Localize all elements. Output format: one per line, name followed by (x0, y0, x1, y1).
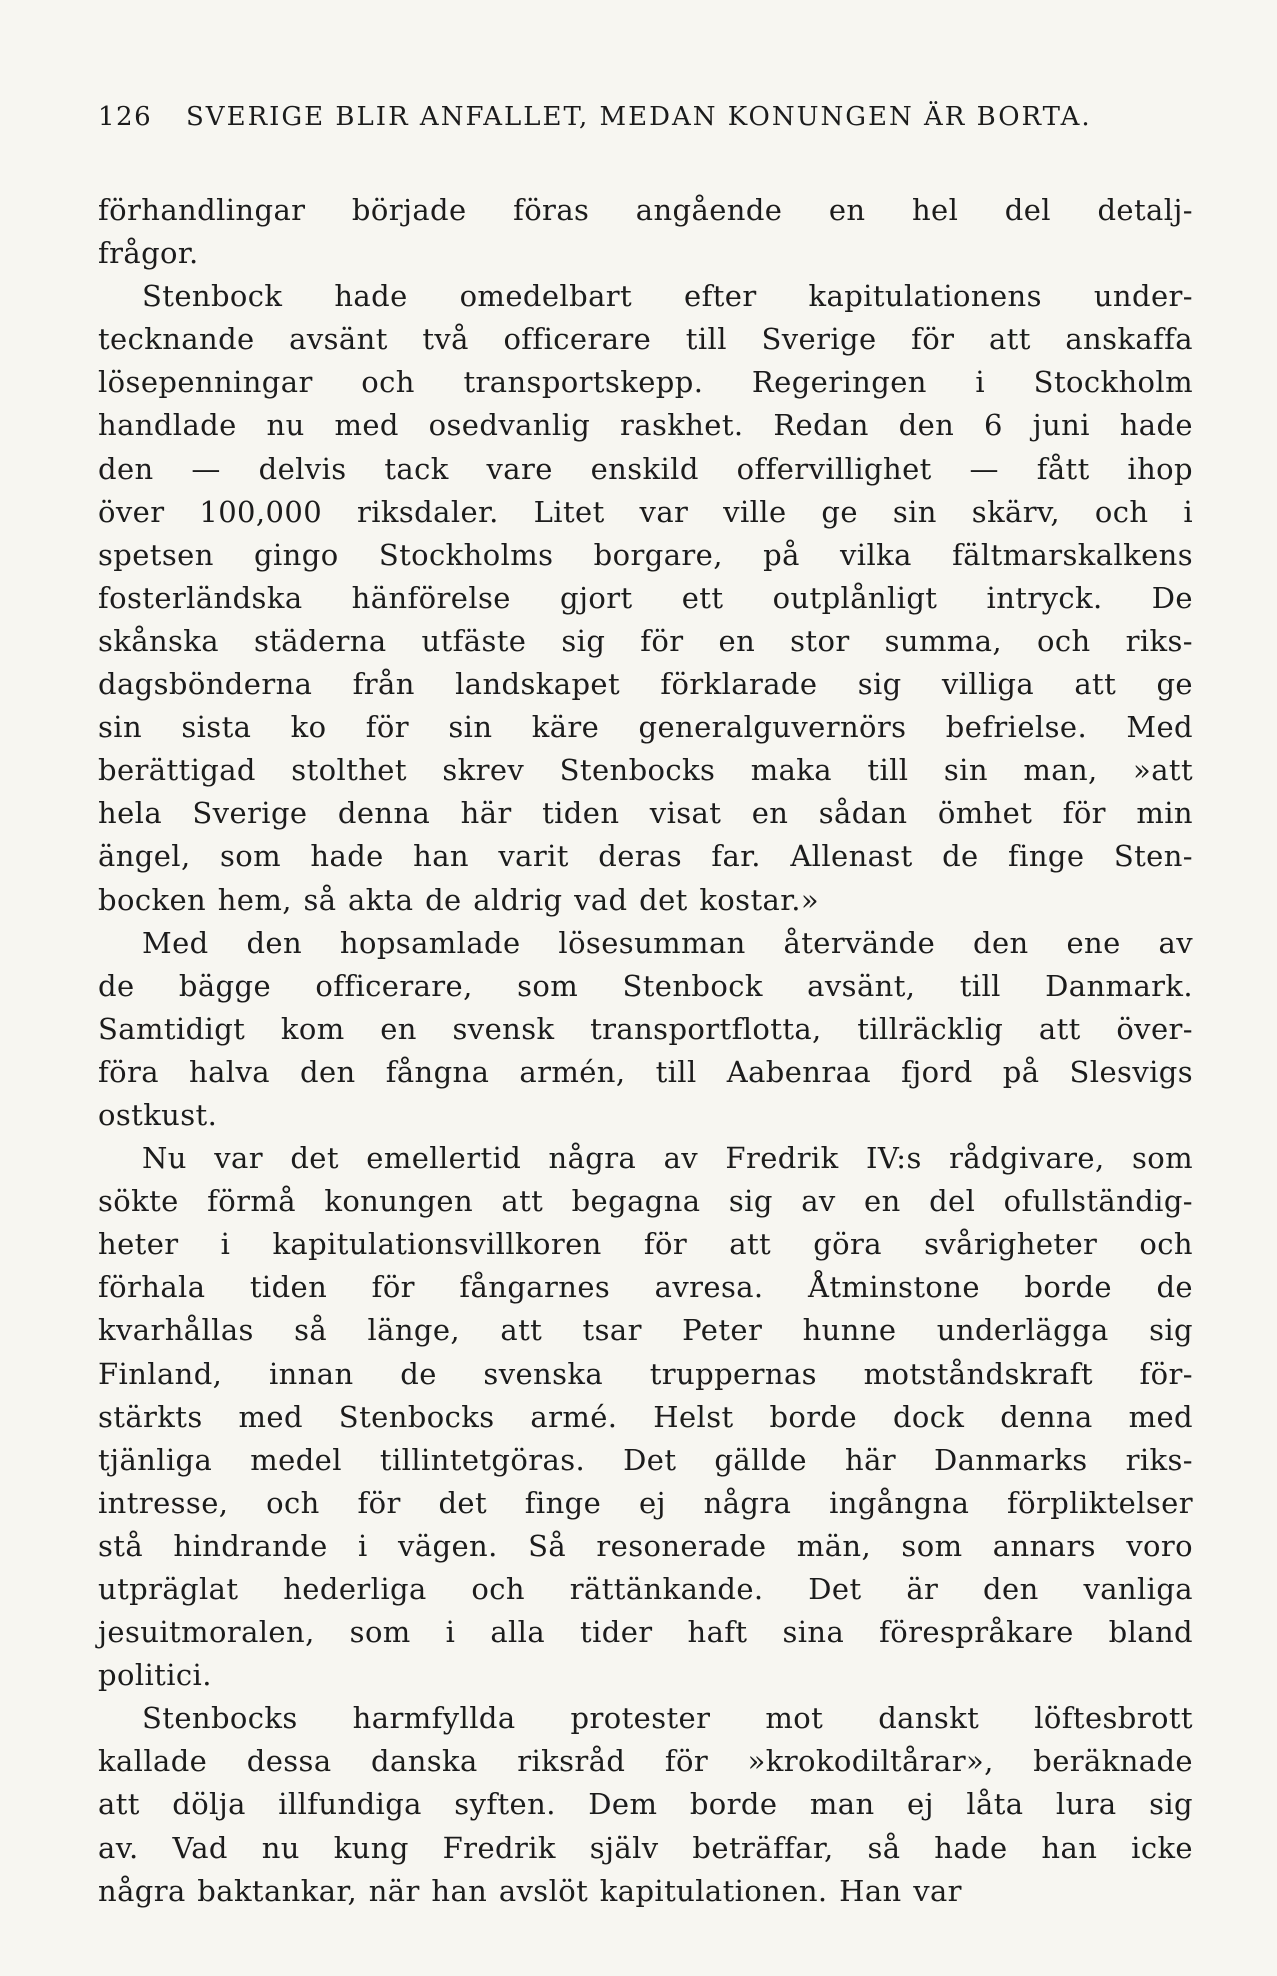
text-line: Med den hopsamlade lösesumman återvände den ene av (142, 925, 1193, 960)
paragraph (98, 1137, 1193, 1697)
page-number: 126 (98, 102, 153, 132)
text-line: Stenbocks harmfyllda protester mot danskt löftesbrott (142, 1701, 1193, 1736)
text-line: de bägge officerare, som Stenbock avsänt, till Danmark. (98, 968, 1193, 1003)
text-line: heter i kapitulationsvillkoren för att göra svårigheter och (98, 1227, 1193, 1262)
text-line: ängel, som hade han varit deras far. Allenast de finge Sten- (98, 839, 1193, 874)
text-line: politici. (98, 1658, 212, 1693)
text-line: några baktankar, när han avslöt kapitulationen. Han var (98, 1873, 962, 1908)
text-line: jesuitmoralen, som i alla tider haft sina förespråkare bland (98, 1615, 1193, 1650)
text-line: förhala tiden för fångarnes avresa. Åtminstone borde de (98, 1270, 1193, 1305)
text-line: handlade nu med osedvanlig raskhet. Redan den 6 juni hade (98, 408, 1193, 443)
text-line: Samtidigt kom en svensk transportflotta, tillräcklig att över- (98, 1011, 1193, 1046)
text-line: stå hindrande i vägen. Så resonerade män, som annars voro (98, 1528, 1193, 1563)
text-line: tjänliga medel tillintetgöras. Det gällde här Danmarks riks- (98, 1442, 1193, 1477)
body-text (98, 189, 1193, 1913)
text-line: av. Vad nu kung Fredrik själv beträffar, så hade han icke (98, 1830, 1193, 1865)
text-line: utpräglat hederliga och rättänkande. Det är den vanliga (98, 1572, 1193, 1606)
page-header (98, 102, 1190, 148)
text-line: dagsbönderna från landskapet förklarade sig villiga att ge (98, 667, 1193, 702)
paragraph (98, 1697, 1193, 1912)
text-line: förhandlingar började föras angående en hel del detalj- (98, 193, 1193, 227)
text-line: bocken hem, så akta de aldrig vad det kostar.» (98, 882, 820, 917)
text-line: lösepenningar och transportskepp. Regeringen i Stockholm (98, 365, 1193, 400)
text-line: sökte förmå konungen att begagna sig av en del ofullständig- (98, 1184, 1193, 1219)
text-line: skånska städerna utfäste sig för en stor summa, och riks- (98, 623, 1193, 658)
text-line: den — delvis tack vare enskild offervillighet — fått ihop (98, 451, 1193, 486)
running-title: SVERIGE BLIR ANFALLET, MEDAN KONUNGEN ÄR BORTA. (186, 102, 1092, 132)
text-line: föra halva den fångna armén, till Aabenraa fjord på Slesvigs (98, 1054, 1193, 1089)
text-line: berättigad stolthet skrev Stenbocks maka till sin man, »att (98, 753, 1193, 788)
text-line: Nu var det emellertid några av Fredrik IV:s rådgivare, som (142, 1141, 1193, 1176)
text-line: sin sista ko för sin käre generalguvernörs befrielse. Med (98, 710, 1193, 745)
text-line: Finland, innan de svenska truppernas motståndskraft för- (98, 1356, 1193, 1391)
text-line: spetsen gingo Stockholms borgare, på vilka fältmarskalkens (98, 537, 1193, 572)
text-line: kvarhållas så länge, att tsar Peter hunne underlägga sig (98, 1313, 1193, 1348)
text-line: hela Sverige denna här tiden visat en sådan ömhet för min (98, 796, 1193, 831)
text-line: stärkts med Stenbocks armé. Helst borde dock denna med (98, 1399, 1193, 1434)
text-line: över 100,000 riksdaler. Litet var ville ge sin skärv, och i (98, 494, 1193, 529)
text-line: kallade dessa danska riksråd för »krokodiltårar», beräknade (98, 1744, 1193, 1779)
text-line: intresse, och för det finge ej några ingångna förpliktelser (98, 1485, 1193, 1520)
text-line: fosterländska hänförelse gjort ett outplånligt intryck. De (98, 580, 1193, 615)
text-line: att dölja illfundiga syften. Dem borde man ej låta lura sig (98, 1787, 1193, 1822)
paragraph (98, 275, 1193, 921)
paragraph (98, 189, 1193, 275)
paragraph (98, 922, 1193, 1137)
text-line: ostkust. (98, 1097, 218, 1132)
text-line: tecknande avsänt två officerare till Sverige för att anskaffa (98, 322, 1193, 357)
text-line: Stenbock hade omedelbart efter kapitulationens under- (142, 279, 1193, 314)
text-line: frågor. (98, 236, 199, 271)
